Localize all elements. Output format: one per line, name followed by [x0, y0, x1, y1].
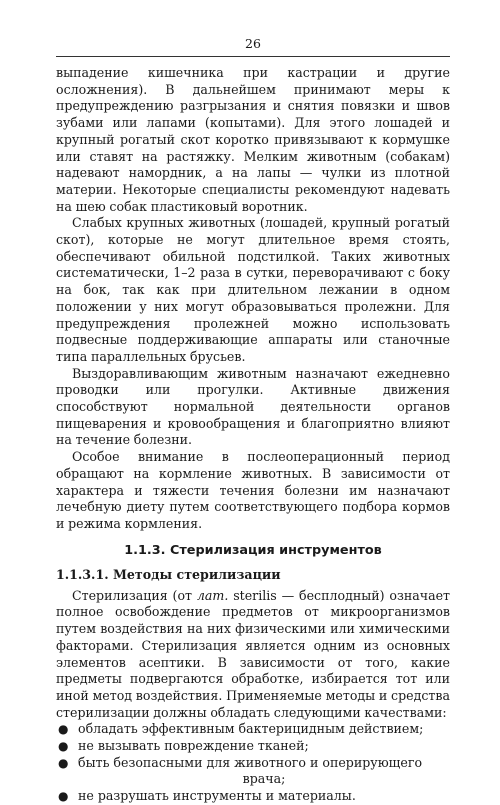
bullet-icon: ● [58, 789, 69, 804]
list-item-text: не разрушать инструменты и материалы. [78, 788, 356, 804]
paragraph-sterilization [56, 588, 450, 722]
subsection-heading: 1.1.3.1. Методы стерилизации [56, 566, 281, 582]
list-item-text: быть безопасными для животного и оперирующего [78, 754, 423, 770]
steril-lead: Стерилизация (от [72, 587, 197, 603]
paragraph-feeding: Особое внимание в послеоперационный период обращают на кормление животных. В зависимости от характера и тяжести течения болезни им назначают лечебную диету путем соответствующего подбора кормов и режима кормления. [56, 449, 450, 531]
list-item-continuation: врача; [242, 771, 286, 787]
list-item-text: обладать эффективным бактерицидным действием; [78, 721, 424, 737]
steril-abbr: лат. [196, 587, 229, 603]
paragraph-bedsores: Слабых крупных животных (лошадей, крупный рогатый скот), которые не могут длительное время стоять, обеспечивают обильной подстилкой. Таких животных систематически, 1–2 раза в сутки, переворачивают с боку на бок, так как при длительном лежании в одном положении у них могут образовываться пролежни. Для предупреждения пролежней можно использовать подвесные поддерживающие аппараты или станочные типа параллельных брусьев. [56, 215, 450, 364]
bullet-icon: ● [58, 739, 69, 754]
list-item [56, 755, 450, 788]
book-page [56, 36, 450, 805]
list-item [56, 738, 450, 755]
page-number: 26 [245, 36, 261, 51]
paragraph-postop-care: выпадение кишечника при кастрации и другие осложнения). В дальнейшем принимают меры к предупреждению разгрызания и снятия повязки и швов зубами или лапами (копытами). Для этого лошадей и крупный рогатый скот коротко привязывают к кормушке или ставят на растяжку. Мелким животным (собакам) надевают намордник, а на лапы — чулки из плотной материи. Некоторые специалисты рекомендуют надевать на шею собак пластиковый воротник. [56, 65, 450, 214]
header-rule [56, 56, 450, 57]
steril-rest: sterilis — бесплодный) означает полное освобождение предметов от микроорганизмов путем воздействия на них физическими или химическими факторами. Стерилизация является одним из основных элементов асептики. В зависимости от того, какие предметы подвергаются обработке, избирается тот или иной метод воздействия. Применяемые методы и средства стерилизации должны обладать следующими качествами: [56, 587, 451, 720]
list-item [56, 788, 450, 805]
list-item-text: не вызывать повреждение тканей; [78, 738, 309, 754]
section-heading: 1.1.3. Стерилизация инструментов [124, 542, 382, 558]
bullet-icon: ● [58, 755, 69, 770]
bullet-icon: ● [58, 722, 69, 737]
paragraph-walks: Выздоравливающим животным назначают ежедневно проводки или прогулки. Активные движения способствуют нормальной деятельности органов пищеварения и кровообращения и благоприятно влияют на течение болезни. [56, 365, 450, 448]
list-item [56, 721, 450, 738]
requirements-list [56, 721, 450, 805]
